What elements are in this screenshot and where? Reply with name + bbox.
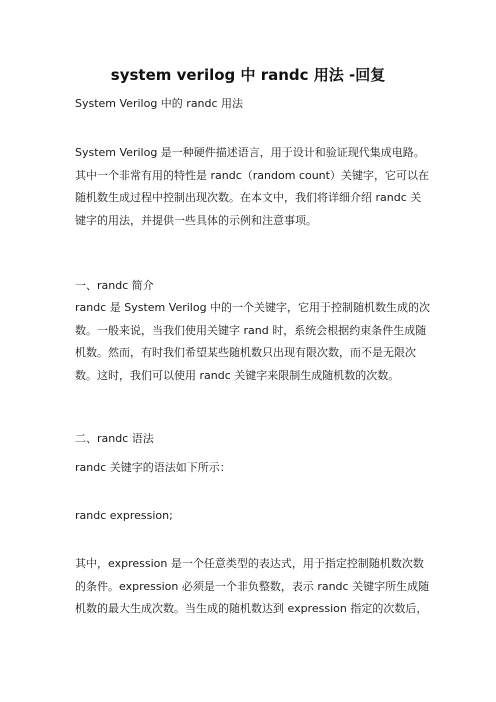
intro-line: 键字的用法，并提供一些具体的示例和注意事项。: [75, 213, 317, 227]
syntax-example: randc expression;: [75, 509, 173, 522]
syntax-intro: randc 关键字的语法如下所示：: [75, 461, 231, 474]
document-title: system verilog 中 randc 用法 -回复: [110, 66, 386, 84]
section-1-line: 数。这时，我们可以使用 randc 关键字来限制生成随机数的次数。: [75, 368, 400, 382]
intro-line: 随机数生成过程中控制出现次数。在本文中，我们将详细介绍 randc 关: [75, 191, 422, 204]
section-1-heading: 一、randc 简介: [75, 279, 154, 292]
section-2-line: 其中，expression 是一个任意类型的表达式，用于指定控制随机数次数: [75, 557, 424, 570]
section-2-paragraph: [75, 553, 430, 621]
intro-line: System Verilog 是一种硬件描述语言，用于设计和验证现代集成电路。: [75, 146, 425, 159]
section-1-line: 机数。然而，有时我们希望某些随机数只出现有限次数，而不是无限次: [75, 346, 416, 359]
section-1-line: randc 是 System Verilog 中的一个关键字，它用于控制随机数生成的次: [75, 301, 431, 314]
intro-line: 其中一个非常有用的特性是 randc（random count）关键字，它可以在: [75, 168, 429, 182]
section-2-line: 的条件。expression 必须是一个非负整数，表示 randc 关键字所生成随: [75, 579, 430, 593]
document-subtitle: System Verilog 中的 randc 用法: [75, 97, 244, 110]
section-2-line: 机数的最大生成次数。当生成的随机数达到 expression 指定的次数后，: [75, 602, 428, 615]
section-2-heading: 二、randc 语法: [75, 432, 154, 445]
intro-paragraph: [75, 142, 429, 232]
section-1-line: 数。一般来说，当我们使用关键字 rand 时，系统会根据约束条件生成随: [75, 323, 427, 337]
section-1-paragraph: [75, 297, 431, 387]
